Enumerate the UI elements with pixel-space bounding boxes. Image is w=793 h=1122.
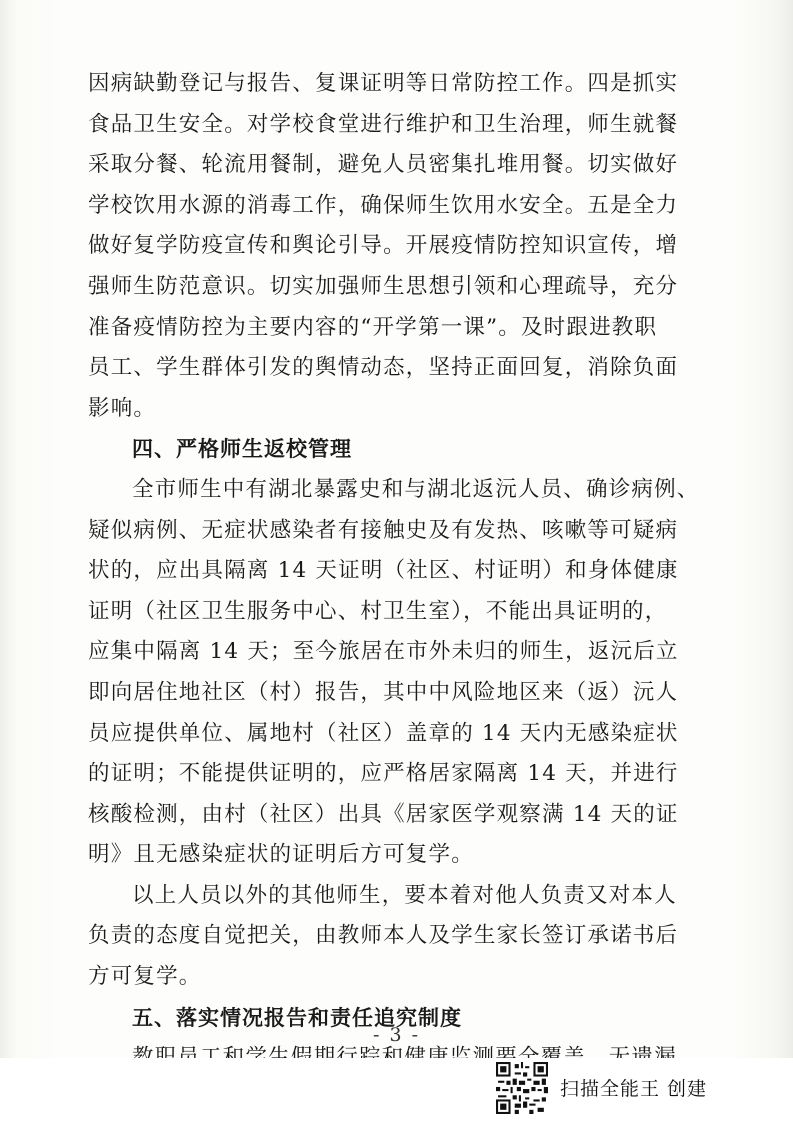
section4-line: 状的，应出具隔离 14 天证明（社区、村证明）和身体健康 <box>88 558 679 584</box>
section-heading-5: 五、落实情况报告和责任追究制度 <box>132 1005 462 1030</box>
section4-line: 疑似病例、无症状感染者有接触史及有发热、咳嗽等可疑病 <box>88 517 679 543</box>
section4-line: 的证明；不能提供证明的，应严格居家隔离 14 天，并进行 <box>88 761 679 787</box>
section4-line: 证明（社区卫生服务中心、村卫生室），不能出具证明的， <box>88 598 668 624</box>
section4-para2-line: 以上人员以外的其他师生，要本着对他人负责又对本人 <box>132 882 677 908</box>
qr-code-icon <box>496 1062 548 1114</box>
page-number: - 3 - <box>372 1024 420 1046</box>
body-line: 影响。 <box>88 395 157 421</box>
section4-line: 应集中隔离 14 天；至今旅居在市外未归的师生，返沅后立 <box>88 639 679 665</box>
body-line: 做好复学防疫宣传和舆论引导。开展疫情防控知识宣传，增 <box>88 233 679 259</box>
section4-line: 核酸检测，由村（社区）出具《居家医学观察满 14 天的证 <box>88 801 679 827</box>
section4-line: 全市师生中有湖北暴露史和与湖北返沅人员、确诊病例、 <box>132 476 700 502</box>
body-line: 采取分餐、轮流用餐制，避免人员密集扎堆用餐。切实做好 <box>88 152 679 178</box>
section-heading-4: 四、严格师生返校管理 <box>132 437 352 462</box>
body-line: 员工、学生群体引发的舆情动态，坚持正面回复，消除负面 <box>88 355 679 381</box>
body-line: 学校饮用水源的消毒工作，确保师生饮用水安全。五是全力 <box>88 192 679 218</box>
scanner-watermark: 扫描全能王 创建 <box>560 1078 708 1100</box>
body-line: 准备疫情防控为主要内容的“开学第一课”。及时跟进教职 <box>88 314 658 340</box>
body-line: 因病缺勤登记与报告、复课证明等日常防控工作。四是抓实 <box>88 71 679 96</box>
section4-line: 员应提供单位、属地村（社区）盖章的 14 天内无感染症状 <box>88 720 679 746</box>
section4-line: 即向居住地社区（村）报告，其中中风险地区来（返）沅人 <box>88 679 679 705</box>
section4-line: 明》且无感染症状的证明后方可复学。 <box>88 842 474 868</box>
body-line: 强师生防范意识。切实加强师生思想引领和心理疏导，充分 <box>88 273 679 299</box>
section4-para2-line: 方可复学。 <box>88 964 202 990</box>
document-body <box>88 64 700 1079</box>
section4-para2-line: 负责的态度自觉把关，由教师本人及学生家长签订承诺书后 <box>88 923 679 949</box>
body-line: 食品卫生安全。对学校食堂进行维护和卫生治理，师生就餐 <box>88 111 679 137</box>
